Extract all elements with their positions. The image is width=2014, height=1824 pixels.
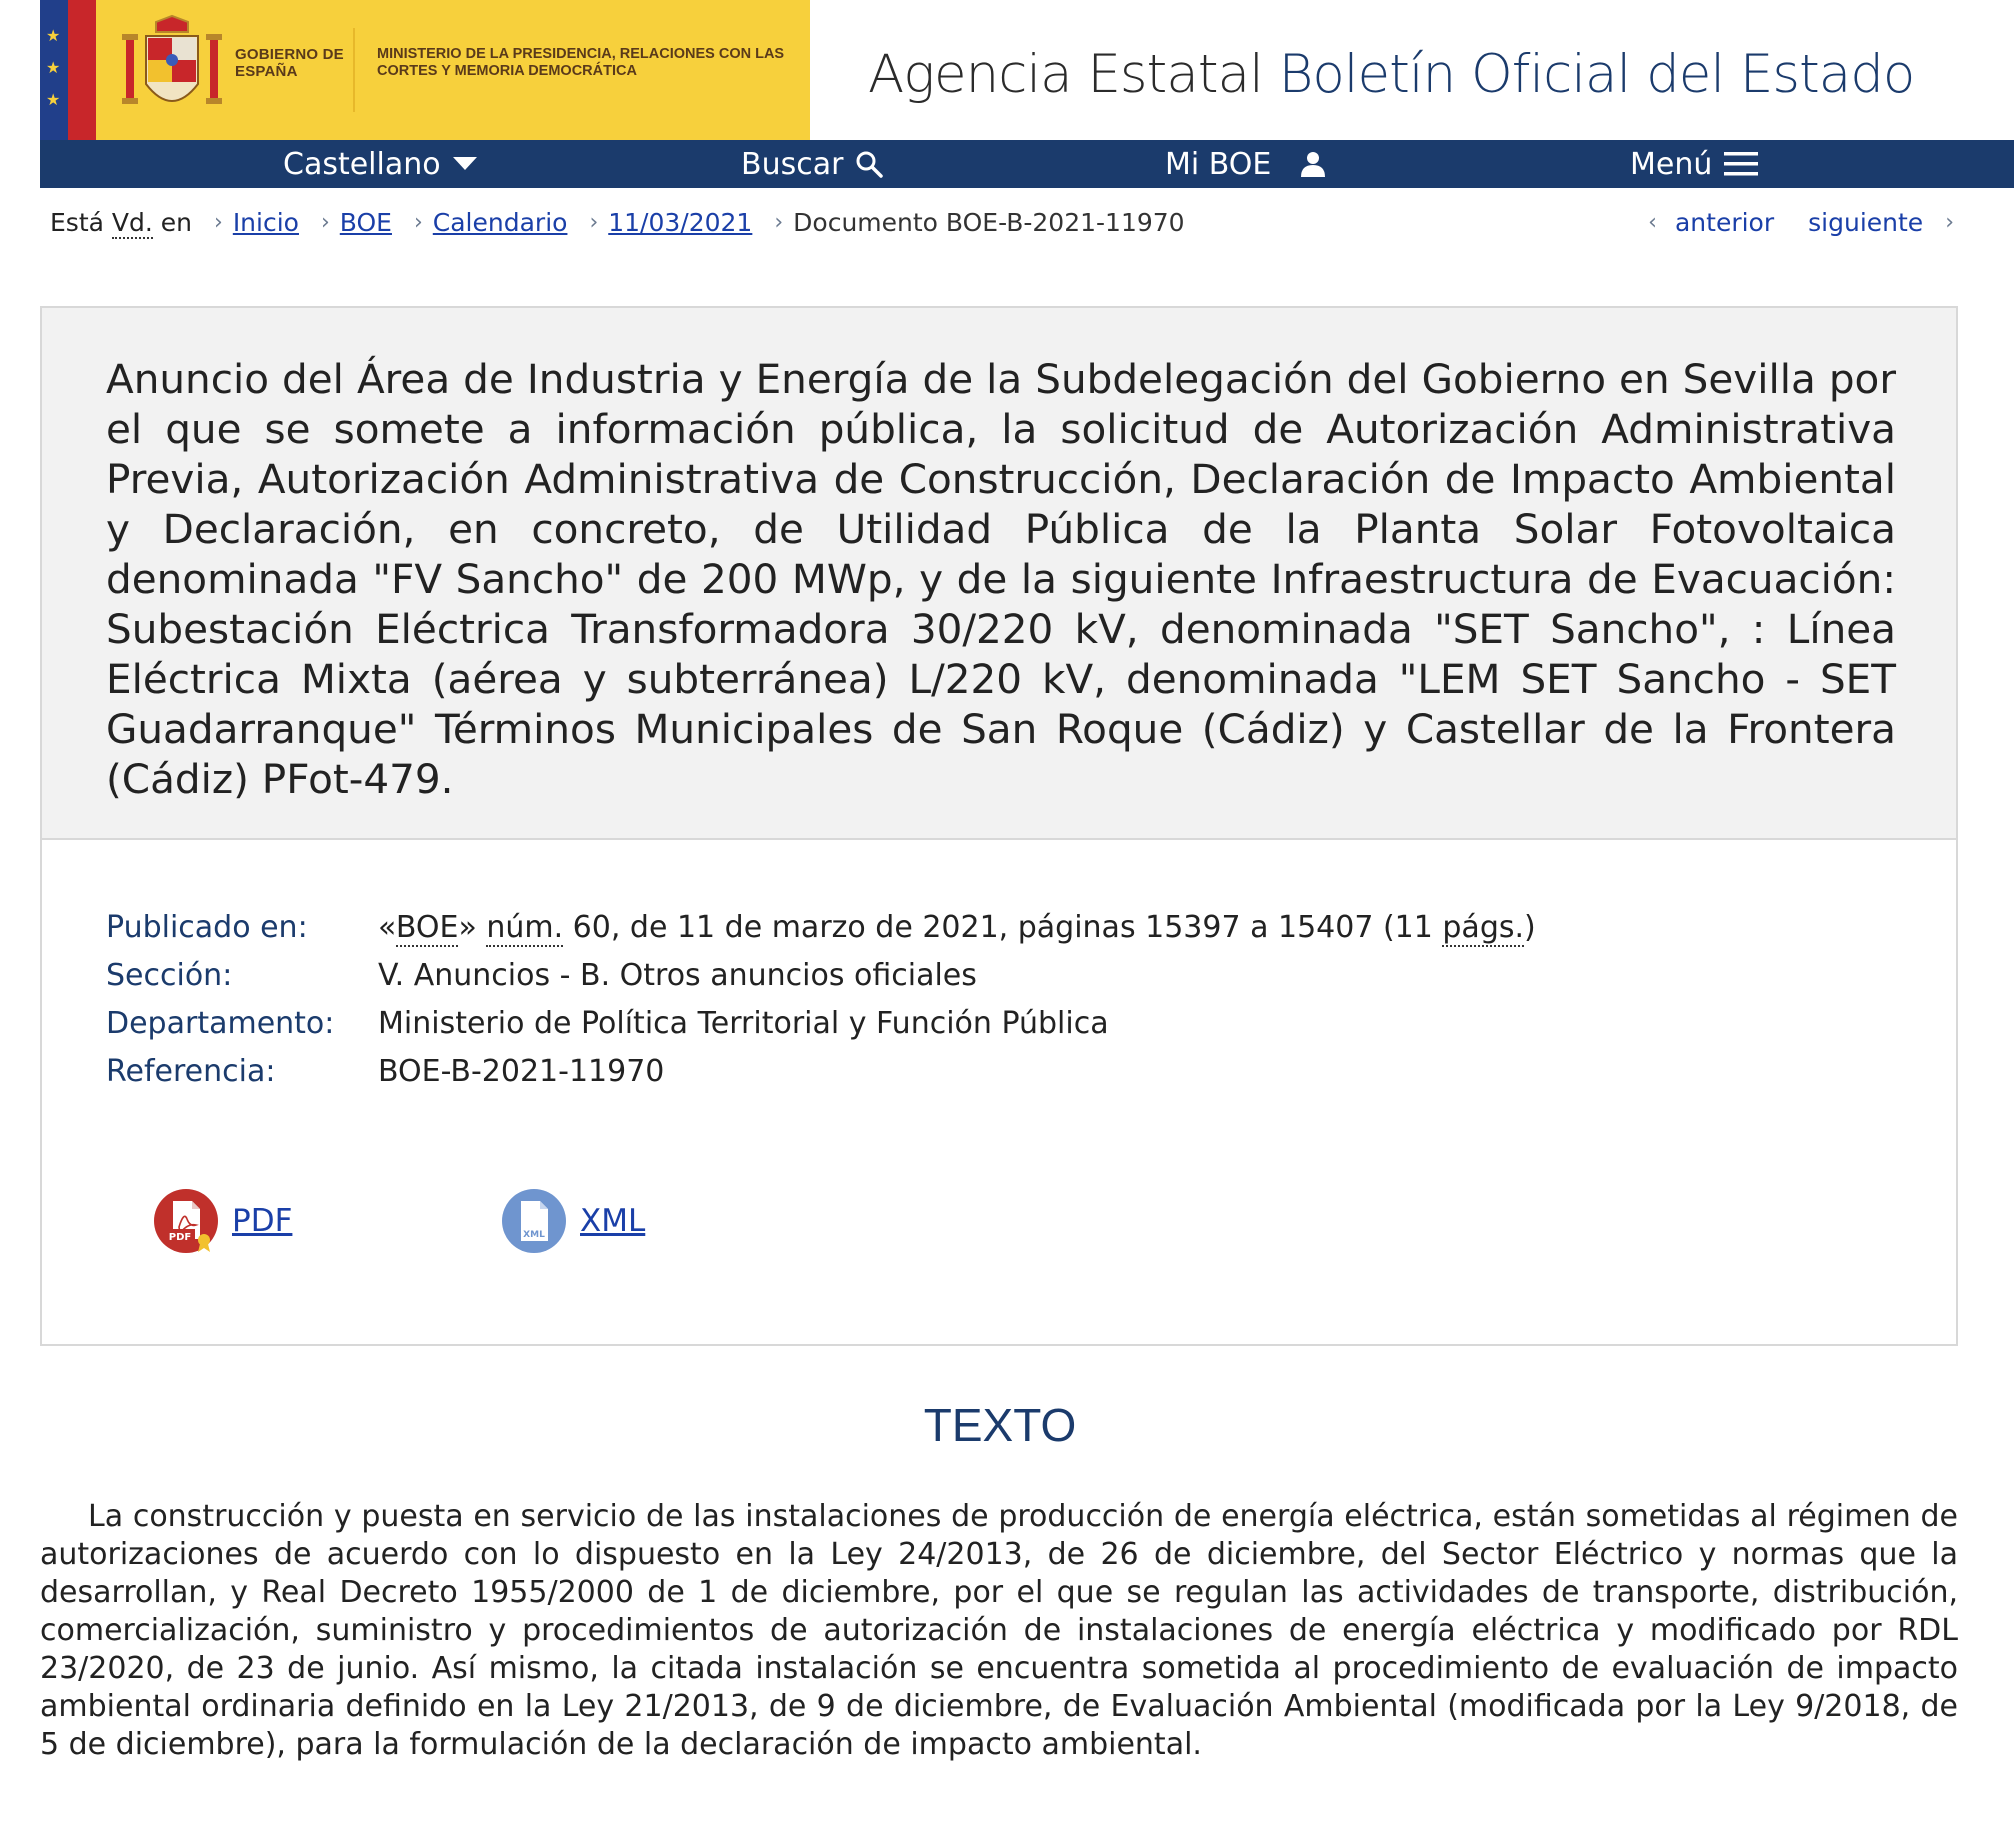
eu-star-icon: ★ xyxy=(46,58,61,77)
search-label: Buscar xyxy=(741,146,844,182)
breadcrumb xyxy=(50,204,1185,240)
chevron-right-icon: › xyxy=(214,209,223,235)
body-paragraph: La construcción y puesta en servicio de las instalaciones de producción de energía eléctrica, están sometidas al régimen de autorizaciones de acuerdo con lo dispuesto en la Ley 24/2013, de 26 de diciembre, del Sector Eléctrico y normas que la desarrollan, y Real Decreto 1955/2000 de 1 de diciembre, por el que se regulan las actividades de transporte, distribución, comercialización, suministro y procedimientos de autorización de instalaciones de energía eléctrica y modificado por RDL 23/2020, de 23 de junio. Así mismo, la citada instalación se encuentra sometida al procedimiento de evaluación de impacto ambiental ordinaria definido en la Ley 21/2013, de 9 de diciembre, de Evaluación Ambiental (modificada por la Ley 9/2018, de 5 de diciembre), para la formulación de la declaración de impacto ambiental. xyxy=(40,1499,1958,1762)
government-label: GOBIERNO DE ESPAÑA xyxy=(235,46,344,80)
pdf-link[interactable]: PDF xyxy=(232,1203,293,1239)
my-boe-label: Mi BOE xyxy=(1165,146,1272,182)
government-logo[interactable] xyxy=(40,0,810,140)
menu-label: Menú xyxy=(1630,146,1713,182)
section-label: Sección: xyxy=(106,958,233,993)
chevron-right-icon: › xyxy=(320,209,330,235)
breadcrumb-abbr: Vd. xyxy=(111,207,153,237)
logo-divider xyxy=(353,28,355,112)
xml-download[interactable] xyxy=(502,1188,645,1254)
next-link[interactable]: siguiente xyxy=(1808,207,1924,237)
main-nav xyxy=(40,140,2014,188)
my-boe-button[interactable] xyxy=(1165,140,1325,188)
xml-file-icon xyxy=(502,1189,566,1253)
eu-spain-flag-strip xyxy=(40,0,96,140)
eu-star-icon: ★ xyxy=(46,90,61,109)
breadcrumb-lead: Está Vd. en xyxy=(50,207,192,237)
chevron-right-icon: › xyxy=(413,209,423,235)
search-nav-button[interactable] xyxy=(741,140,883,188)
breadcrumb-boe[interactable]: BOE xyxy=(339,207,392,237)
boe-abbr: BOE xyxy=(395,910,459,945)
language-label: Castellano xyxy=(283,146,441,182)
department-value: Ministerio de Política Territorial y Función Pública xyxy=(378,1006,1109,1041)
pags-abbr: págs. xyxy=(1442,910,1525,945)
section-value: V. Anuncios - B. Otros anuncios oficiales xyxy=(378,958,977,993)
department-label: Departamento: xyxy=(106,1006,335,1041)
reference-label: Referencia: xyxy=(106,1054,276,1089)
text-section-heading: TEXTO xyxy=(923,1399,1077,1451)
document-title-box xyxy=(40,306,1958,840)
chevron-left-icon: ‹ xyxy=(1648,209,1657,235)
published-value: «BOE» núm. 60, de 11 de marzo de 2021, páginas 15397 a 15407 (11 págs.) xyxy=(378,910,1536,945)
breadcrumb-date[interactable]: 11/03/2021 xyxy=(608,207,753,237)
breadcrumb-current: Documento BOE-B-2021-11970 xyxy=(793,207,1185,237)
chevron-right-icon: › xyxy=(589,209,599,235)
hamburger-icon xyxy=(1724,151,1758,177)
site-title-accent: Boletín Oficial del Estado xyxy=(1278,44,1915,105)
previous-link[interactable]: anterior xyxy=(1674,207,1775,237)
coat-of-arms-icon xyxy=(118,14,226,124)
search-icon xyxy=(855,150,883,178)
language-selector[interactable] xyxy=(283,140,477,188)
pdf-file-icon xyxy=(154,1189,218,1253)
svg-text:XML: XML xyxy=(523,1230,545,1240)
breadcrumb-inicio[interactable]: Inicio xyxy=(232,207,299,237)
chevron-right-icon: › xyxy=(774,209,784,235)
caret-down-icon xyxy=(453,157,477,171)
site-title-prefix: Agencia Estatal xyxy=(868,44,1279,105)
document-metadata xyxy=(40,840,1958,1346)
ministry-label: MINISTERIO DE LA PRESIDENCIA, RELACIONES CON LAS CORTES Y MEMORIA DEMOCRÁTICA xyxy=(377,46,785,79)
svg-text:PDF: PDF xyxy=(168,1232,192,1243)
xml-link[interactable]: XML xyxy=(580,1203,646,1239)
eu-star-icon: ★ xyxy=(46,26,61,45)
site-header xyxy=(0,0,2014,140)
menu-button[interactable] xyxy=(1630,140,1758,188)
document-pager xyxy=(1648,204,1954,240)
reference-value: BOE-B-2021-11970 xyxy=(378,1054,665,1089)
document-title: Anuncio del Área de Industria y Energía de la Subdelegación del Gobierno en Sevilla por el que se somete a información pública, la solicitud de Autorización Administrativa Previa, Autorización Administrativa de Construcción, Declaración de Impacto Ambiental y Declaración, en concreto, de Utilidad Pública de la Planta Solar Fotovoltaica denominada "FV Sancho" de 200 MWp, y de la siguiente Infraestructura de Evacuación: Subestación Eléctrica Transformadora 30/220 kV, denominada "SET Sancho", : Línea Eléctrica Mixta (aérea y subterránea) L/220 kV, denominada "LEM SET Sancho - SET Guadarranque" Términos Municipales de San Roque (Cádiz) y Castellar de la Frontera (Cádiz) PFot-479. xyxy=(106,355,1896,803)
pdf-download[interactable] xyxy=(154,1188,292,1254)
chevron-right-icon: › xyxy=(1945,209,1954,235)
num-abbr: núm. xyxy=(486,910,564,945)
published-label: Publicado en: xyxy=(106,910,308,945)
user-icon xyxy=(1301,151,1325,177)
site-title[interactable] xyxy=(868,40,1914,110)
breadcrumb-calendario[interactable]: Calendario xyxy=(432,207,568,237)
